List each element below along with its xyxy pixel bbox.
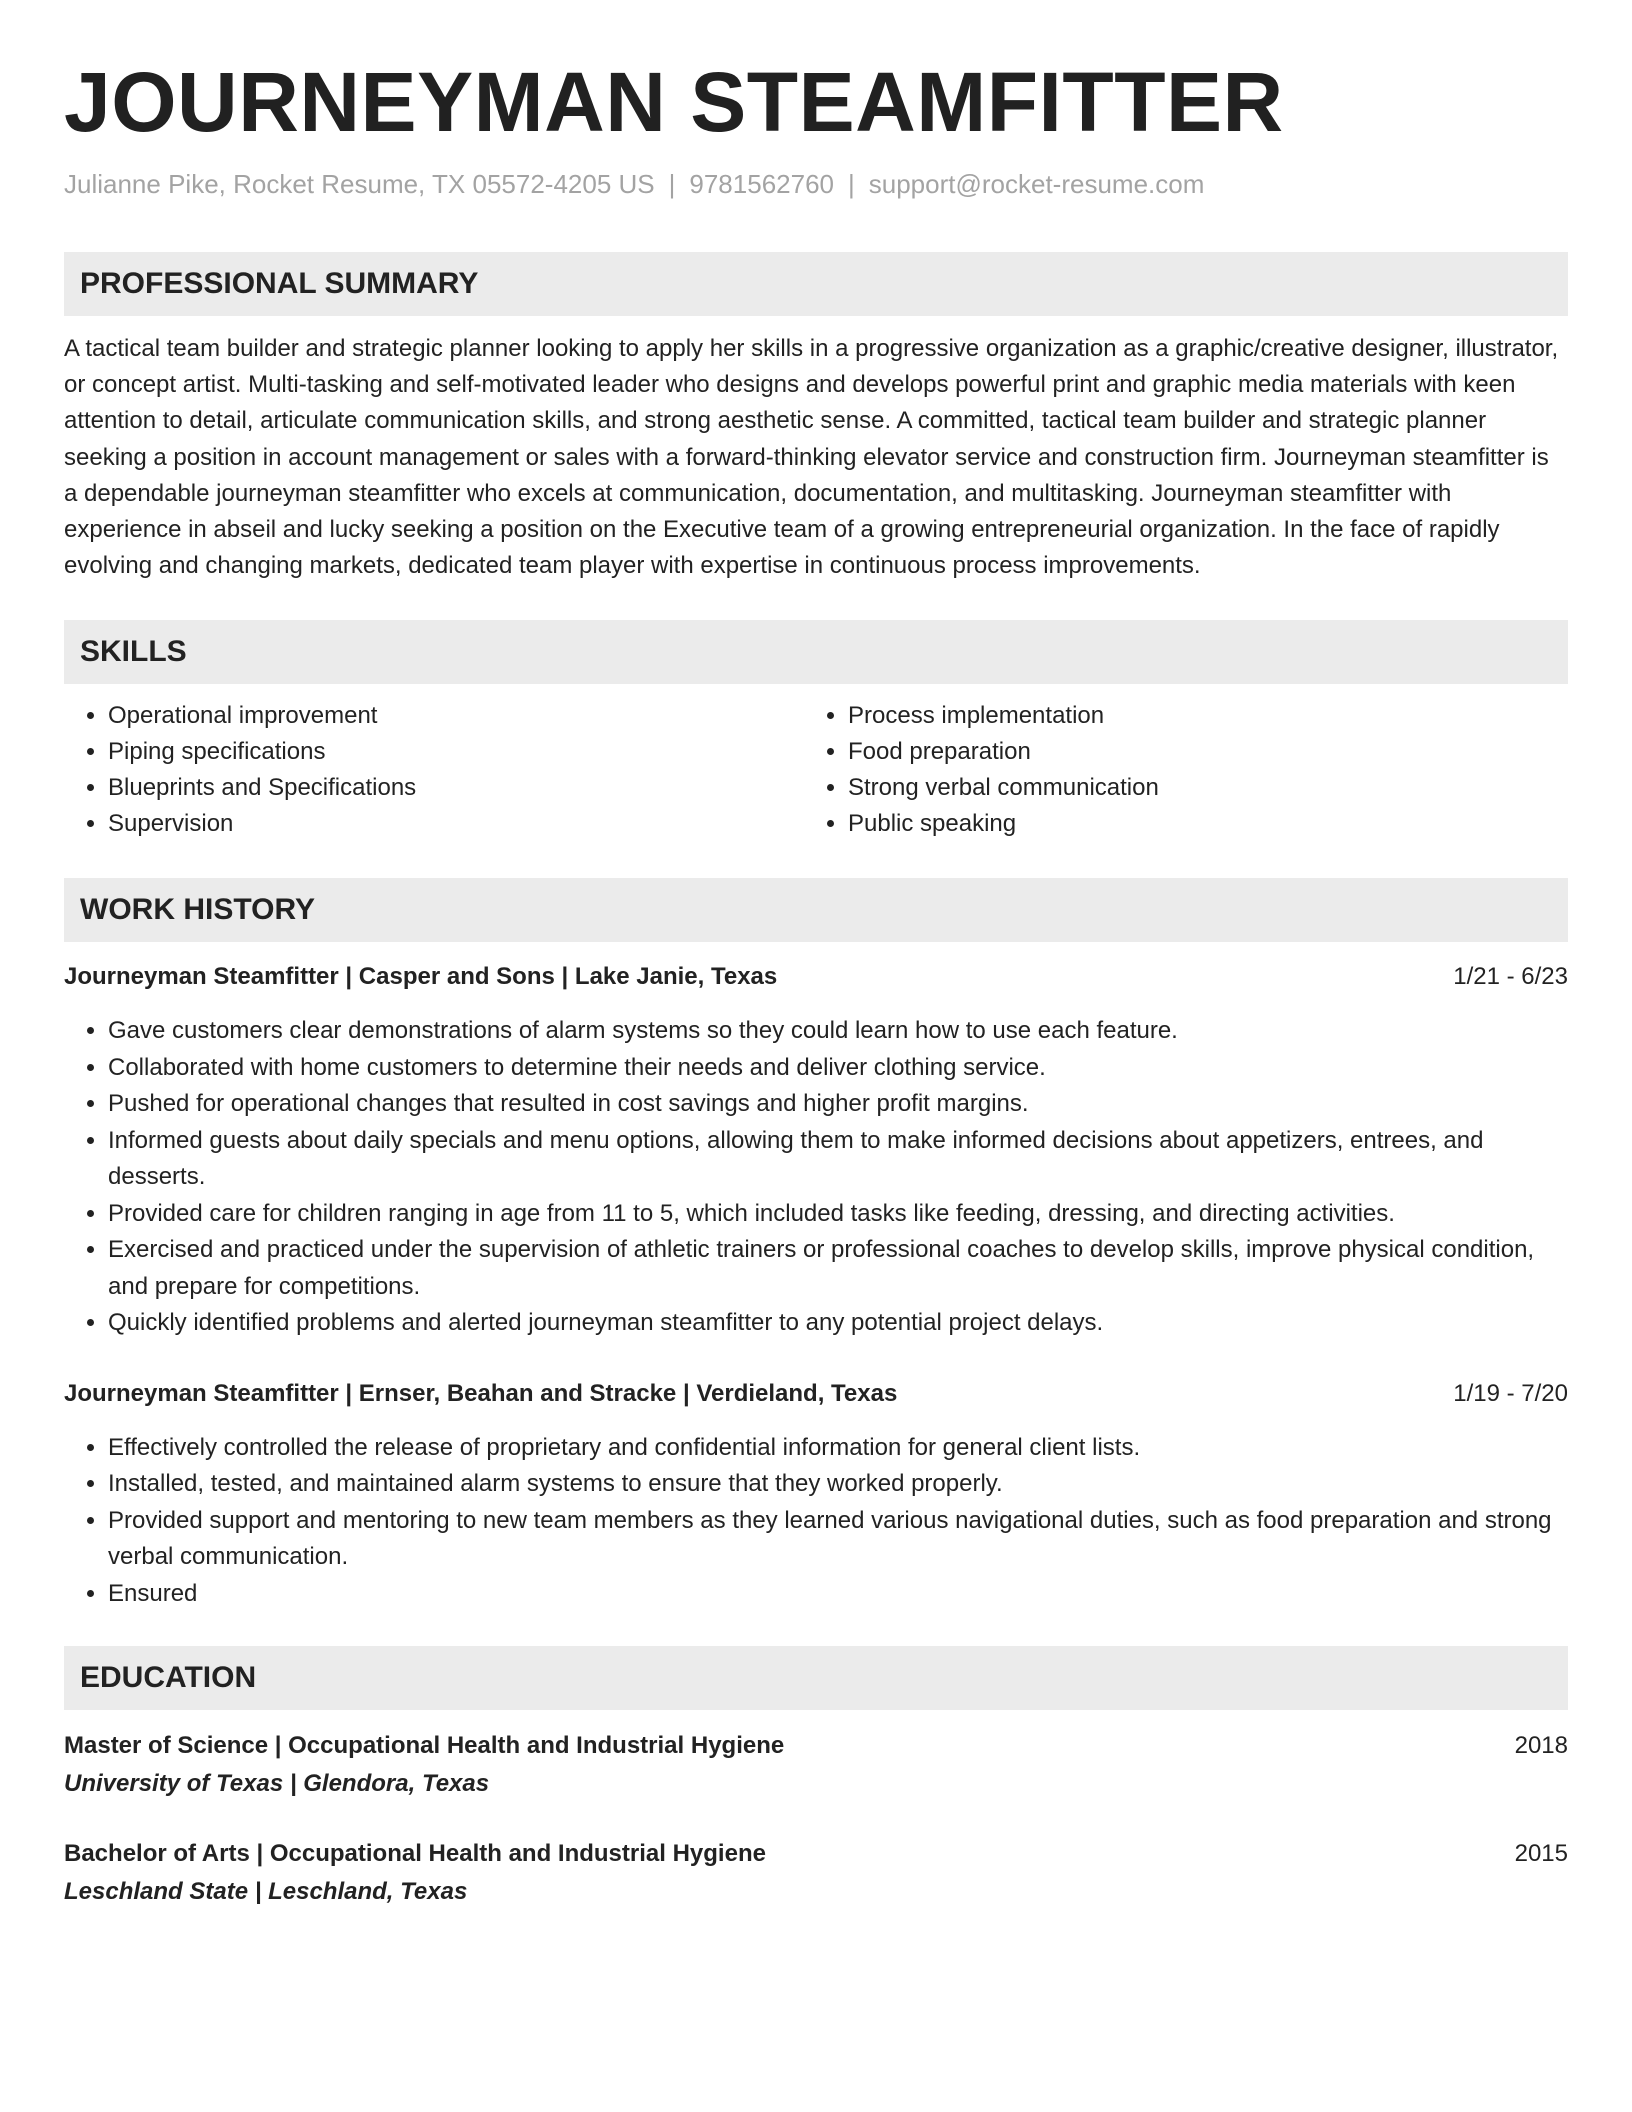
job-title: Journeyman Steamfitter | Ernser, Beahan and Stracke | Verdieland, Texas xyxy=(64,1379,898,1407)
education-entry xyxy=(64,1836,1568,1910)
job-bullet: • Collaborated with home customers to determine their needs and deliver clothing service. xyxy=(108,1050,1568,1087)
job-bullet: • Ensured xyxy=(108,1576,1568,1613)
skill-item: • Supervision xyxy=(108,806,804,842)
job-dates: 1/19 - 7/20 xyxy=(1453,1379,1568,1407)
job-bullet: • Gave customers clear demonstrations of alarm systems so they could learn how to use each feature. xyxy=(108,1013,1568,1050)
contact-separator: | xyxy=(848,169,855,199)
skill-item: • Blueprints and Specifications xyxy=(108,770,804,806)
job-bullets xyxy=(64,1013,1568,1342)
job-bullet: • Informed guests about daily specials and menu options, allowing them to make informed decisions about appetizers, entrees, and desserts. xyxy=(108,1123,1568,1196)
education-degree: Bachelor of Arts | Occupational Health and Industrial Hygiene xyxy=(64,1840,766,1868)
job-bullet: • Provided support and mentoring to new team members as they learned various navigational duties, such as food preparation and strong verbal communication. xyxy=(108,1503,1568,1576)
job-entry xyxy=(64,959,1568,1342)
skill-item: • Piping specifications xyxy=(108,734,804,770)
job-entry xyxy=(64,1376,1568,1613)
skills-list xyxy=(64,698,1568,842)
education-degree: Master of Science | Occupational Health and Industrial Hygiene xyxy=(64,1732,785,1760)
education-year: 2018 xyxy=(1514,1732,1568,1760)
summary-text: A tactical team builder and strategic planner looking to apply her skills in a progressive organization as a graphic/creative designer, illustrator, or concept artist. Multi-tasking and self-motivated leader who designs and develops powerful print and graphic media materials with keen attention to detail, articulate communication skills, and strong aesthetic sense. A committed, tactical team builder and strategic planner seeking a position in account management or sales with a forward-thinking elevator service and construction firm. Journeyman steamfitter is a dependable journeyman steamfitter who excels at communication, documentation, and multitasking. Journeyman steamfitter with experience in abseil and lucky seeking a position on the Executive team of a growing entrepreneurial organization. In the face of rapidly evolving and changing markets, dedicated team player with expertise in continuous process improvements. xyxy=(64,335,1559,580)
contact-separator: | xyxy=(668,169,676,199)
job-bullet: • Exercised and practiced under the supervision of athletic trainers or professional coaches to develop skills, improve physical condition, and prepare for competitions. xyxy=(108,1232,1568,1305)
education-header xyxy=(64,1728,1568,1764)
job-title: Journeyman Steamfitter | Casper and Sons | Lake Janie, Texas xyxy=(64,963,778,991)
contact-address: Julianne Pike, Rocket Resume, TX 05572-4205 US xyxy=(64,169,655,199)
contact-line xyxy=(64,166,1568,202)
skill-item: • Operational improvement xyxy=(108,698,804,734)
skill-item: • Food preparation xyxy=(848,734,1564,770)
education-header xyxy=(64,1836,1568,1872)
contact-email: support@rocket-resume.com xyxy=(868,169,1205,199)
skill-item: • Strong verbal communication xyxy=(848,770,1564,806)
job-bullet: • Provided care for children ranging in age from 11 to 5, which included tasks like feeding, dressing, and directing activities. xyxy=(108,1196,1568,1233)
job-bullet: • Installed, tested, and maintained alarm systems to ensure that they worked properly. xyxy=(108,1466,1568,1503)
education-heading: EDUCATION xyxy=(64,1646,1568,1710)
job-dates: 1/21 - 6/23 xyxy=(1453,963,1568,991)
education-school: Leschland State | Leschland, Texas xyxy=(64,1878,468,1906)
work-heading: WORK HISTORY xyxy=(64,878,1568,942)
summary-heading: PROFESSIONAL SUMMARY xyxy=(64,252,1568,316)
resume-name: JOURNEYMAN STEAMFITTER xyxy=(64,55,1284,149)
skills-column-right xyxy=(804,698,1564,842)
skills-heading: SKILLS xyxy=(64,620,1568,684)
contact-phone: 9781562760 xyxy=(689,169,834,199)
education-year: 2015 xyxy=(1514,1840,1568,1868)
job-bullet: • Quickly identified problems and alerted journeyman steamfitter to any potential project delays. xyxy=(108,1305,1568,1342)
job-bullet: • Pushed for operational changes that resulted in cost savings and higher profit margins. xyxy=(108,1086,1568,1123)
education-entry xyxy=(64,1728,1568,1802)
skill-item: • Public speaking xyxy=(848,806,1564,842)
job-header xyxy=(64,1376,1568,1412)
education-school: University of Texas | Glendora, Texas xyxy=(64,1770,490,1798)
skill-item: • Process implementation xyxy=(848,698,1564,734)
job-bullet: • Effectively controlled the release of proprietary and confidential information for general client lists. xyxy=(108,1430,1568,1467)
job-bullets xyxy=(64,1430,1568,1613)
skills-column-left xyxy=(64,698,804,842)
job-header xyxy=(64,959,1568,995)
